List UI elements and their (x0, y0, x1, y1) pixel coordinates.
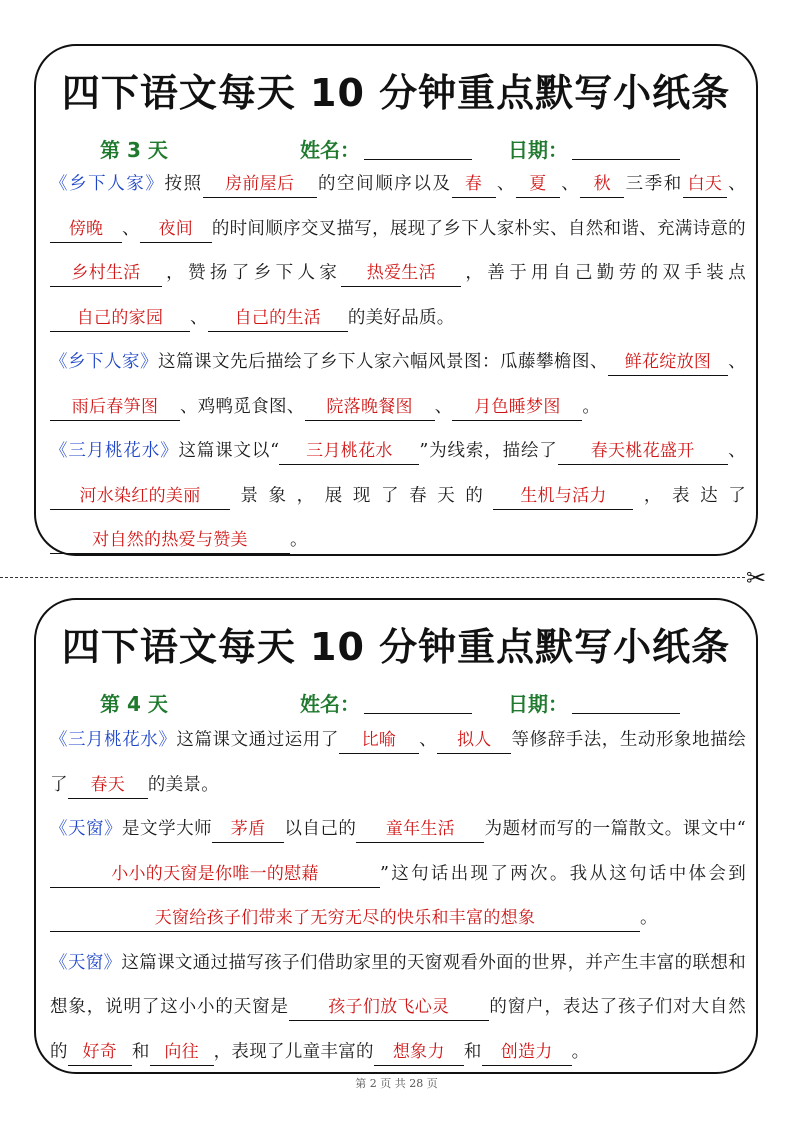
date-blank[interactable] (572, 139, 680, 160)
text: ，表达了 (633, 485, 746, 506)
answer-blank[interactable]: 房前屋后 (203, 171, 317, 198)
text: 这篇课文通过运用了 (176, 730, 339, 750)
text: 。 (640, 908, 658, 928)
answer-blank[interactable]: 河水染红的美丽 (50, 483, 230, 510)
date-blank[interactable] (572, 693, 680, 714)
answer-blank[interactable]: 三月桃花水 (279, 438, 419, 465)
answer-blank[interactable]: 鲜花绽放图 (608, 349, 728, 376)
name-blank[interactable] (364, 139, 472, 160)
answer-blank[interactable]: 自己的生活 (208, 305, 348, 332)
date-field[interactable] (508, 134, 680, 163)
card-title: 四下语文每天 10 分钟重点默写小纸条 (61, 625, 731, 669)
date-field[interactable] (508, 688, 680, 717)
answer-blank[interactable]: 傍晚 (50, 216, 122, 243)
text: 为题材而写的一篇散文。课文中“ (484, 819, 746, 839)
note-card-day-4 (34, 598, 758, 1074)
book-title: 《天窗》 (50, 819, 123, 839)
text: 的窗户，表达了孩子们对大自然的 (50, 997, 746, 1062)
card-meta (36, 688, 756, 718)
card-body (50, 162, 746, 563)
answer-blank[interactable]: 乡村生活 (50, 260, 162, 287)
answer-blank[interactable]: 好奇 (68, 1039, 132, 1066)
day-label: 第 3 天 (100, 138, 168, 162)
text: 、 (559, 174, 581, 194)
text: 、 (727, 352, 746, 372)
book-title: 《三月桃花水》 (50, 730, 177, 750)
text: 。 (290, 530, 308, 550)
card-meta (36, 134, 756, 164)
name-blank[interactable] (364, 693, 472, 714)
page-footer: 第 2 页 共 28 页 (355, 1077, 438, 1090)
text: 的时间顺序交叉描写，展现了乡下人家朴实、自然和谐、充满诗意的 (211, 218, 746, 239)
text: ，善于用自己勤劳的双手装点 (461, 263, 746, 283)
text: 和 (463, 1041, 482, 1062)
name-label: 姓名： (300, 138, 360, 162)
answer-blank[interactable]: 小小的天窗是你唯一的慰藉 (50, 861, 380, 888)
text: 的美景。 (147, 774, 220, 795)
text: 是文学大师 (122, 819, 213, 839)
text: 以自己的 (284, 819, 357, 839)
book-title: 《天窗》 (50, 952, 122, 973)
answer-blank[interactable]: 秋 (580, 171, 624, 198)
answer-blank[interactable]: 白天 (683, 171, 727, 198)
paragraph (50, 807, 746, 941)
text: 按照 (164, 174, 203, 194)
paragraph (50, 429, 746, 563)
answer-blank[interactable]: 向往 (150, 1039, 214, 1066)
scissors-icon: ✂ (746, 564, 767, 592)
answer-blank[interactable]: 生机与活力 (493, 483, 633, 510)
answer-blank[interactable]: 夜间 (140, 216, 212, 243)
text: 等修辞手法，生动形象地描绘了 (50, 730, 746, 795)
answer-blank[interactable]: 想象力 (374, 1039, 464, 1066)
paragraph (50, 162, 746, 340)
day-label: 第 4 天 (100, 692, 168, 716)
text: 、 (727, 441, 746, 461)
answer-blank[interactable]: 春天桃花盛开 (558, 438, 728, 465)
text: 的空间顺序以及 (316, 174, 452, 194)
note-card-day-3 (34, 44, 758, 556)
text: 、 (434, 396, 453, 417)
book-title: 《三月桃花水》 (50, 441, 179, 461)
text: ”这句话出现了两次。我从这句话中体会到 (380, 863, 746, 884)
book-title: 《乡下人家》 (50, 352, 158, 372)
answer-blank[interactable]: 热爱生活 (341, 260, 461, 287)
text: 三季和 (624, 174, 683, 194)
answer-blank[interactable]: 天窗给孩子们带来了无穷无尽的快乐和丰富的想象 (50, 905, 640, 932)
name-label: 姓名： (300, 692, 360, 716)
answer-blank[interactable]: 比喻 (339, 727, 419, 754)
text: 、 (122, 218, 140, 239)
date-label: 日期： (508, 692, 568, 716)
answer-blank[interactable]: 春 (452, 171, 496, 198)
answer-blank[interactable]: 孩子们放飞心灵 (289, 994, 489, 1021)
paragraph (50, 718, 746, 807)
text: 和 (131, 1041, 150, 1062)
card-body (50, 718, 746, 1074)
text: 、 (418, 730, 438, 750)
text: ，表现了儿童丰富的 (213, 1041, 374, 1062)
text: 景象，展现了春天的 (230, 485, 494, 506)
text: 、 (190, 307, 208, 328)
card-title: 四下语文每天 10 分钟重点默写小纸条 (61, 71, 731, 115)
text: 、鸡鸭觅食图、 (180, 396, 305, 417)
text: 。 (582, 396, 601, 417)
name-field[interactable] (300, 688, 472, 717)
text: 、 (495, 174, 516, 194)
text: ，赞扬了乡下人家 (162, 263, 342, 283)
text: 这篇课文先后描绘了乡下人家六幅风景图：瓜藤攀檐图、 (158, 352, 608, 372)
name-field[interactable] (300, 134, 472, 163)
text: 这篇课文以“ (178, 441, 280, 461)
answer-blank[interactable]: 院落晚餐图 (305, 394, 435, 421)
answer-blank[interactable]: 夏 (516, 171, 560, 198)
answer-blank[interactable]: 春天 (68, 772, 148, 799)
text: 、 (726, 174, 746, 194)
cut-line (0, 577, 745, 578)
answer-blank[interactable]: 童年生活 (356, 816, 484, 843)
answer-blank[interactable]: 茅盾 (212, 816, 284, 843)
book-title: 《乡下人家》 (50, 174, 165, 194)
paragraph (50, 340, 746, 429)
answer-blank[interactable]: 月色睡梦图 (452, 394, 582, 421)
answer-blank[interactable]: 自己的家园 (50, 305, 190, 332)
text: 的美好品质。 (347, 307, 455, 328)
text: 。 (571, 1041, 590, 1062)
text: ”为线索，描绘了 (419, 441, 558, 461)
answer-blank[interactable]: 创造力 (482, 1039, 572, 1066)
answer-blank[interactable]: 雨后春笋图 (50, 394, 180, 421)
text: 这篇课文通过描写孩子们借助家里的天窗观看外面的世界，并产生丰富的联想和想象，说明了这小小的天窗是 (50, 952, 746, 1017)
answer-blank[interactable]: 拟人 (437, 727, 511, 754)
date-label: 日期： (508, 138, 568, 162)
paragraph (50, 941, 746, 1075)
answer-blank[interactable]: 对自然的热爱与赞美 (50, 527, 290, 554)
